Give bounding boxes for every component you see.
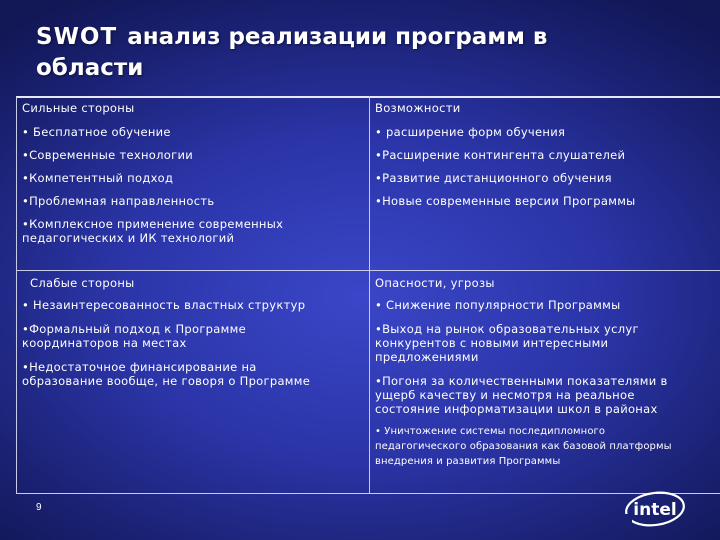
- table-middle-divider: [16, 270, 720, 271]
- threats-item: • Снижение популярности Программы: [375, 298, 621, 312]
- threats-item: ущерб качеству и несмотря на реальное: [375, 388, 635, 402]
- slide-title: [36, 22, 676, 84]
- strengths-item: •Компетентный подход: [22, 171, 174, 185]
- weaknesses-item: • Незаинтересованность властных структур: [22, 298, 306, 312]
- threats-small-item: педагогического образования как базовой платформы: [375, 441, 672, 452]
- strengths-header: Сильные стороны: [22, 101, 135, 115]
- threats-item: •Погоня за количественными показателями в: [375, 374, 668, 388]
- threats-small-item: внедрения и развития Программы: [375, 456, 561, 467]
- threats-item: •Выход на рынок образовательных услуг: [375, 322, 639, 336]
- strengths-item: •Комплексное применение современных: [22, 217, 284, 231]
- threats-item: состояние информатизации школ в районах: [375, 402, 658, 416]
- title-line2: области: [36, 55, 144, 81]
- strengths-cell: [22, 101, 362, 266]
- weaknesses-item: образование вообще, не говоря о Программе: [22, 374, 311, 388]
- page-number: 9: [36, 502, 42, 513]
- threats-header: Опасности, угрозы: [375, 276, 495, 290]
- intel-logo: [622, 488, 688, 528]
- title-swot: SWOT: [36, 24, 118, 50]
- threats-item: конкурентов с новыми интересными: [375, 336, 609, 350]
- threats-small-item: • Уничтожение системы последипломного: [375, 426, 606, 437]
- opportunities-item: •Расширение контингента слушателей: [375, 148, 626, 162]
- intel-logo-text: intel: [633, 500, 677, 520]
- threats-small-cell: [375, 424, 715, 474]
- weaknesses-item: •Недостаточное финансирование на: [22, 360, 257, 374]
- strengths-item: •Современные технологии: [22, 148, 194, 162]
- threats-item: предложениями: [375, 350, 479, 364]
- opportunities-item: •Развитие дистанционного обучения: [375, 171, 612, 185]
- weaknesses-item: •Формальный подход к Программе: [22, 322, 246, 336]
- weaknesses-item: координаторов на местах: [22, 336, 187, 350]
- opportunities-header: Возможности: [375, 101, 461, 115]
- table-bottom-divider: [16, 493, 720, 494]
- weaknesses-header: Слабые стороны: [30, 276, 135, 290]
- opportunities-item: • расширение форм обучения: [375, 125, 566, 139]
- opportunities-item: •Новые современные версии Программы: [375, 194, 636, 208]
- strengths-item: • Бесплатное обучение: [22, 125, 171, 139]
- weaknesses-cell: [22, 276, 362, 486]
- strengths-item: •Проблемная направленность: [22, 194, 215, 208]
- title-line1: анализ реализации программ в: [127, 24, 548, 50]
- table-vertical-divider: [369, 96, 370, 494]
- intel-logo-gap: [622, 514, 632, 528]
- strengths-item: педагогических и ИК технологий: [22, 231, 235, 245]
- opportunities-cell: [375, 101, 715, 266]
